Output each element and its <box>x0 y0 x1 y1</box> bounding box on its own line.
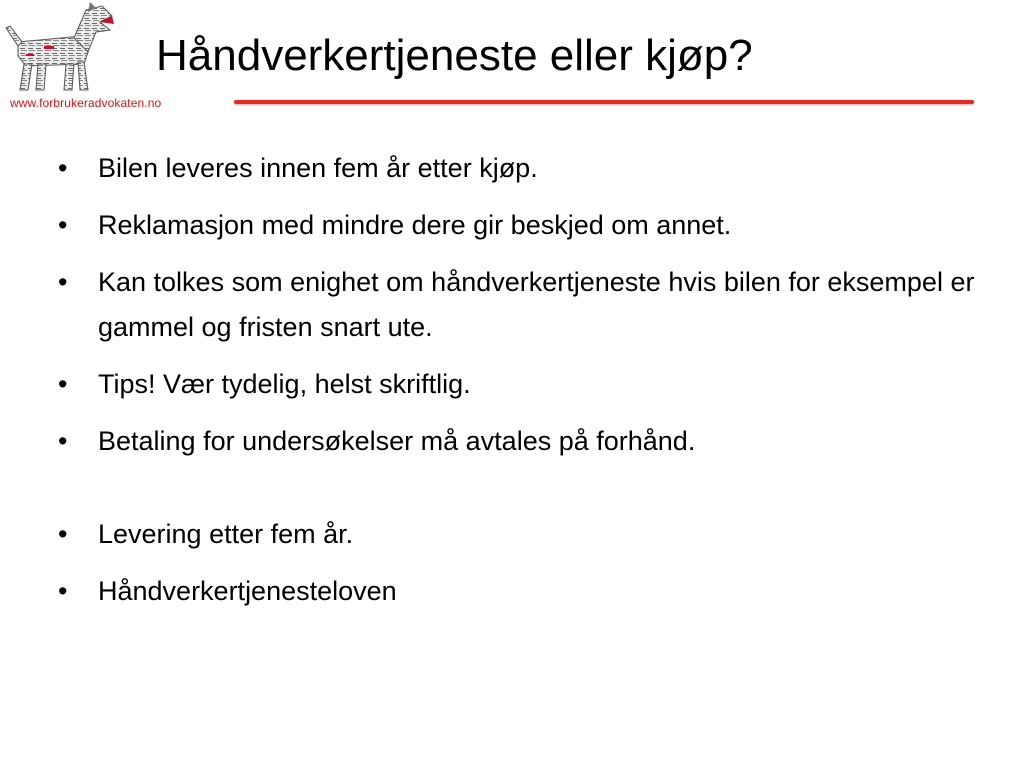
bullet-item: • Bilen leveres innen fem år etter kjøp. <box>58 146 978 191</box>
site-url[interactable]: www.forbrukeradvokaten.no <box>10 96 162 110</box>
header-divider <box>234 100 974 104</box>
bullet-item: • Reklamasjon med mindre dere gir beskjed om annet. <box>58 203 978 248</box>
bullet-item: • Kan tolkes som enighet om håndverkertjeneste hvis bilen for eksempel er gammel og fristen snart ute. <box>58 260 978 350</box>
bullet-item: • Betaling for undersøkelser må avtales på forhånd. <box>58 419 978 464</box>
bullet-list <box>58 146 978 626</box>
bullet-item: • Tips! Vær tydelig, helst skriftlig. <box>58 362 978 407</box>
newspaper-dog-logo-icon <box>4 2 116 94</box>
slide-title: Håndverkertjeneste eller kjøp? <box>156 31 753 80</box>
bullet-item: • Håndverkertjenesteloven <box>58 569 978 614</box>
bullet-item: • Levering etter fem år. <box>58 512 978 557</box>
